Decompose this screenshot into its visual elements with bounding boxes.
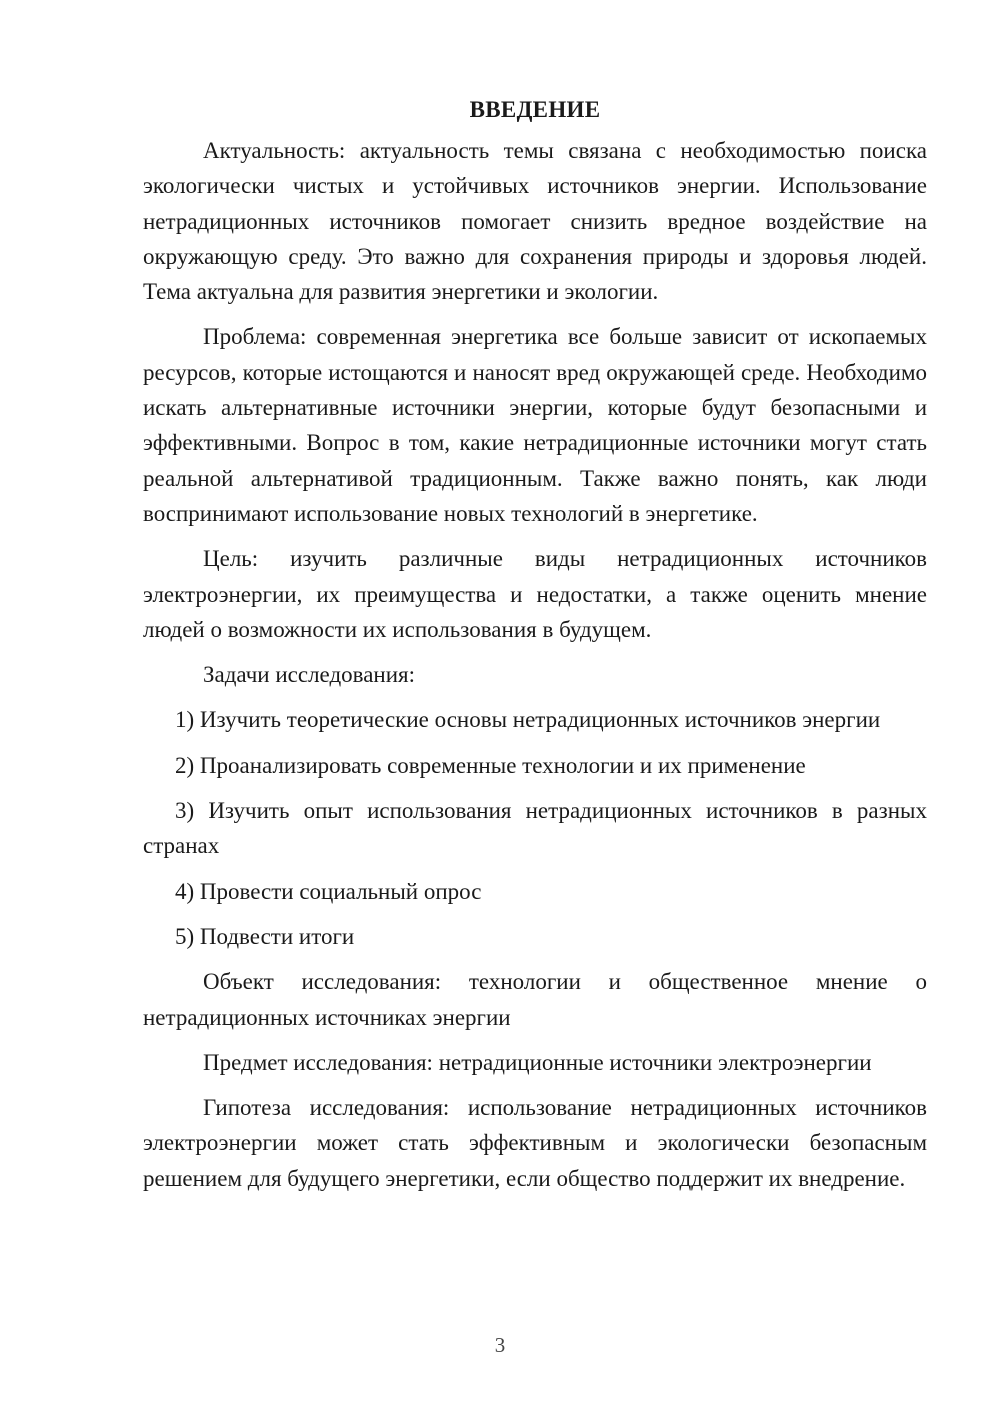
task-item-5: 5) Подвести итоги [175,923,355,949]
task-item-3: 3) Изучить опыт использования нетрадиционных источников в разных странах [143,798,927,859]
paragraph-hypothesis: Гипотеза исследования: использование нетрадиционных источников электроэнергии может стать эффективным и экологически безопасным решением для будущего энергетики, если общество поддержит их внедрение. [143,1095,927,1191]
task-item-4: 4) Провести социальный опрос [175,878,482,904]
paragraph-problem: Проблема: современная энергетика все больше зависит от ископаемых ресурсов, которые истощаются и наносят вред окружающей среде. Необходимо искать альтернативные источники энергии, которые будут безопасными и эффективными. Вопрос в том, какие нетрадиционные источники могут стать реальной альтернативой традиционным. Также важно понять, как люди воспринимают использование новых технологий в энергетике. [143,324,927,526]
paragraph-subject: Предмет исследования: нетрадиционные источники электроэнергии [203,1049,872,1075]
paragraph-goal: Цель: изучить различные виды нетрадиционных источников электроэнергии, их преимущества и недостатки, а также оценить мнение людей о возможности их использования в будущем. [143,546,927,642]
paragraph-object: Объект исследования: технологии и общественное мнение о нетрадиционных источниках энергии [143,969,927,1030]
page-content [143,92,927,1206]
page-number: 3 [494,1333,506,1357]
task-item-2: 2) Проанализировать современные технологии и их применение [175,752,806,778]
paragraph-relevance: Актуальность: актуальность темы связана с необходимостью поиска экологически чистых и устойчивых источников энергии. Использование нетрадиционных источников помогает снизить вредное воздействие на окружающую среду. Это важно для сохранения природы и здоровья людей. Тема актуальна для развития энергетики и экологии. [143,138,927,305]
section-title: ВВЕДЕНИЕ [469,97,601,122]
task-item-1: 1) Изучить теоретические основы нетрадиционных источников энергии [175,707,881,733]
paragraph-tasks-heading: Задачи исследования: [203,662,416,688]
